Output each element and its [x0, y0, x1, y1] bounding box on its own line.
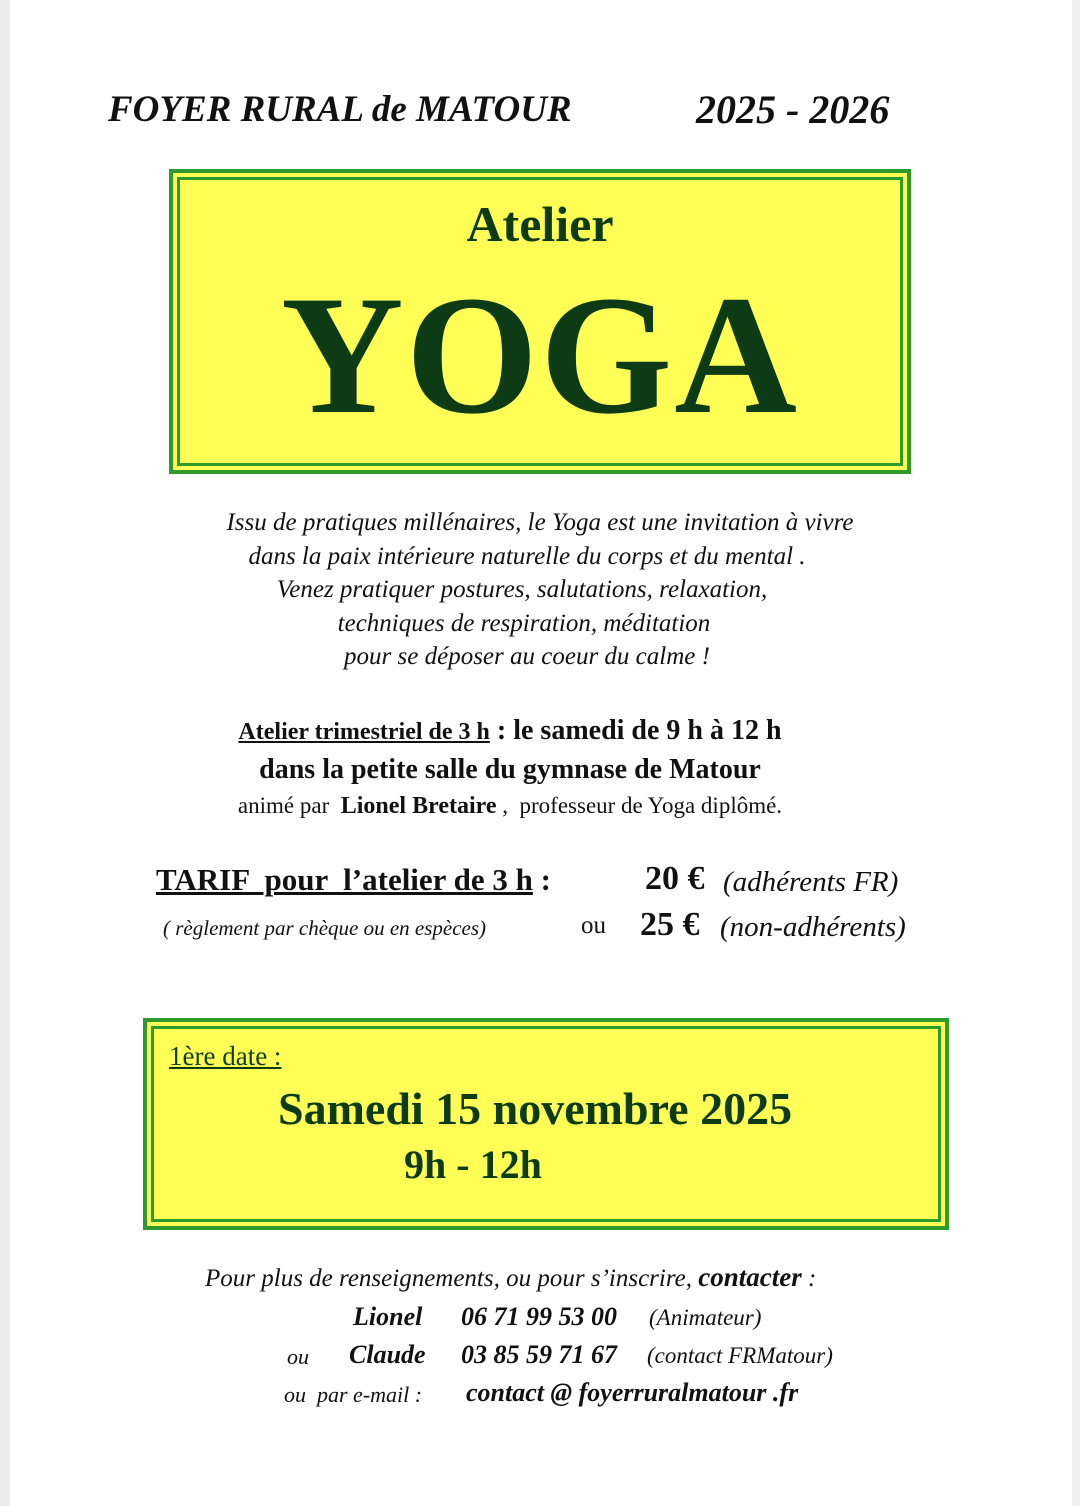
schedule	[0, 712, 1020, 823]
contact-or: ou	[287, 1344, 309, 1369]
description-line: Venez pratiquer postures, salutations, relaxation,	[276, 576, 768, 603]
price-members-note: (adhérents FR)	[723, 866, 899, 898]
event-time: 9h - 12h	[404, 1142, 542, 1187]
contact-email: contact @ foyerruralmatour .fr	[466, 1378, 799, 1407]
tarif-or: ou	[581, 912, 606, 939]
price-non-members: 25 €	[640, 906, 700, 943]
instructor-title: , professeur de Yoga diplômé.	[496, 793, 783, 818]
season-years: 2025 - 2026	[696, 87, 890, 132]
contact-1-phone: 06 71 99 53 00	[461, 1302, 617, 1331]
instructor-name: Lionel Bretaire	[340, 793, 497, 819]
price-members: 20 €	[645, 860, 705, 897]
date-box	[143, 1018, 949, 1230]
organization-name: FOYER RURAL de MATOUR	[108, 89, 572, 130]
title-main: YOGA	[281, 261, 799, 449]
contact-1-role: (Animateur)	[649, 1305, 762, 1330]
email-label: ou par e-mail :	[284, 1382, 423, 1407]
schedule-when	[0, 712, 1020, 751]
date-label: 1ère date :	[169, 1041, 282, 1071]
contact-2-name: Claude	[349, 1340, 426, 1369]
description-line: pour se déposer au coeur du calme !	[344, 643, 710, 670]
description-line: techniques de respiration, méditation	[337, 609, 711, 637]
schedule-label: Atelier trimestriel de 3 h	[238, 719, 490, 745]
page-edge-right	[1072, 0, 1080, 1506]
payment-note: ( règlement par chèque ou en espèces)	[163, 916, 487, 940]
contact-2-role: (contact FRMatour)	[647, 1343, 833, 1368]
schedule-location: dans la petite salle du gymnase de Matour	[259, 754, 761, 785]
schedule-instructor	[0, 789, 1020, 823]
tarif-label	[156, 862, 551, 898]
contact-intro-bold: contacter	[698, 1262, 802, 1292]
schedule-time: le samedi de 9 h à 12 h	[513, 715, 782, 746]
tarif-label-text: TARIF pour l’atelier de 3 h	[156, 862, 533, 897]
contact-intro-end: :	[801, 1265, 817, 1292]
description	[140, 506, 940, 674]
tarif-colon: :	[532, 862, 551, 897]
title-box	[169, 169, 911, 474]
contact-1-name: Lionel	[353, 1302, 423, 1331]
contact-intro	[205, 1262, 816, 1293]
schedule-separator: :	[489, 715, 514, 746]
description-line: dans la paix intérieure naturelle du corps et du mental .	[248, 542, 806, 570]
contact-intro-text: Pour plus de renseignements, ou pour s’inscrire,	[205, 1265, 699, 1292]
event-date: Samedi 15 novembre 2025	[278, 1083, 793, 1134]
contact-2-phone: 03 85 59 71 67	[461, 1340, 617, 1369]
description-line: Issu de pratiques millénaires, le Yoga est une invitation à vivre	[226, 509, 854, 536]
title-subtitle: Atelier	[466, 196, 614, 252]
price-non-members-note: (non-adhérents)	[720, 911, 906, 943]
led-by-prefix: animé par	[237, 793, 330, 818]
